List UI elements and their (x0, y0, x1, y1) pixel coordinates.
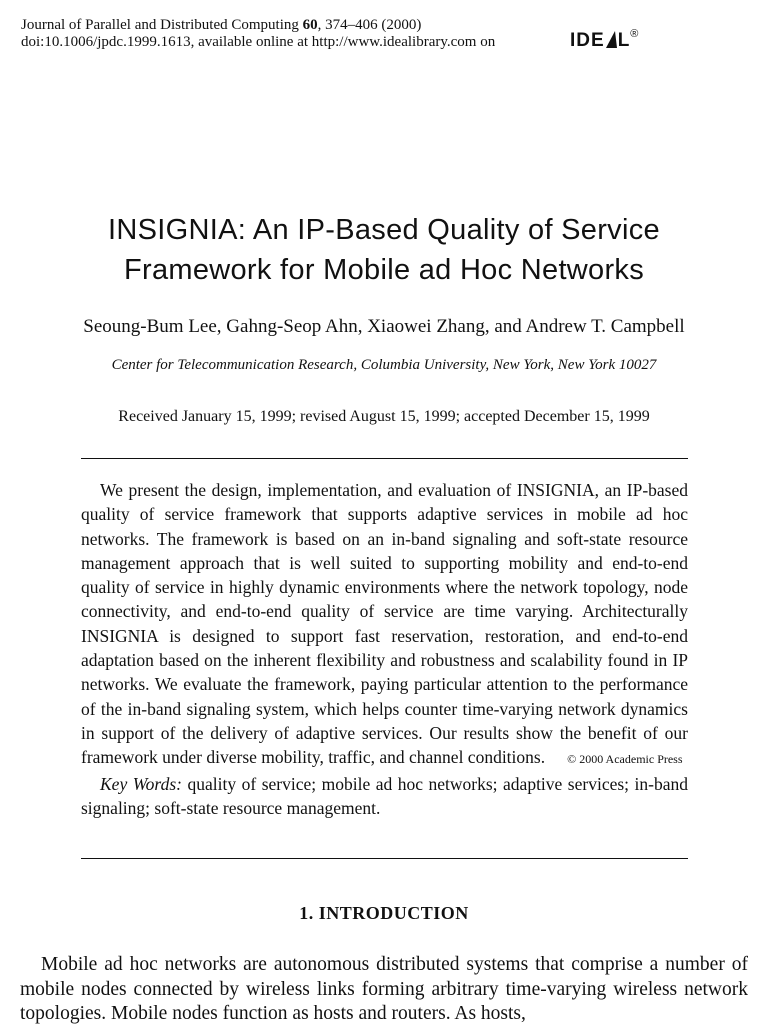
section-heading: 1. INTRODUCTION (299, 903, 469, 923)
abstract (81, 478, 688, 820)
received-dates: Received January 15, 1999; revised August 15, 1999; accepted December 15, 1999 (118, 408, 650, 425)
journal-volume: 60 (302, 17, 318, 33)
copyright-notice: © 2000 Academic Press (567, 752, 683, 767)
top-rule (81, 458, 688, 459)
registered-mark: ® (630, 28, 640, 40)
logo-triangle-icon (606, 31, 617, 48)
doi-line: doi:10.1006/jpdc.1999.1613, available online at http://www.idealibrary.com on (21, 34, 496, 50)
bottom-rule (81, 858, 688, 859)
ideal-logo (570, 30, 639, 60)
journal-pages-year: , 374–406 (2000) (317, 17, 422, 33)
intro-paragraph: Mobile ad hoc networks are autonomous distributed systems that comprise a number of mobile nodes connected by wireless links forming arbitrary time-varying wireless network topologies. Mobile nodes function as hosts and routers. As hosts, (20, 954, 748, 1024)
logo-text-right: L (617, 30, 631, 51)
journal-name: Journal of Parallel and Distributed Computing (21, 17, 299, 33)
keywords (81, 772, 688, 821)
authors: Seoung-Bum Lee, Gahng-Seop Ahn, Xiaowei Zhang, and Andrew T. Campbell (83, 316, 685, 337)
abstract-paragraph (81, 478, 688, 772)
title-line-2: Framework for Mobile ad Hoc Networks (123, 254, 645, 286)
keywords-text: quality of service; mobile ad hoc networks; adaptive services; in-band signaling; soft-state resource management. (81, 773, 688, 818)
abstract-text: We present the design, implementation, and evaluation of INSIGNIA, an IP-based quality of service framework that supports adaptive services in mobile ad hoc networks. The framework is based on an in-band signaling and soft-state resource management approach that is well suited to supporting mobility and end-to-end quality of service in highly dynamic environments where the network topology, node connectivity, and end-to-end quality of service are time varying. Architecturally INSIGNIA is designed to support fast reservation, restoration, and end-to-end adaptation based on the inherent flexibility and robustness and scalability found in IP networks. We evaluate the framework, paying particular attention to the performance of the in-band signaling system, which helps counter time-varying network dynamics in support of the delivery of adaptive services. Our results show the benefit of our framework under diverse mobility, traffic, and channel conditions. (81, 480, 688, 768)
paper-title (0, 210, 768, 290)
affiliation: Center for Telecommunication Research, Columbia University, New York, New York 10027 (111, 357, 657, 373)
intro-body (20, 953, 748, 1027)
keywords-label: Key Words: (100, 773, 182, 794)
logo-text-left: IDE (570, 30, 605, 51)
title-line-1: INSIGNIA: An IP-Based Quality of Service (108, 214, 660, 246)
